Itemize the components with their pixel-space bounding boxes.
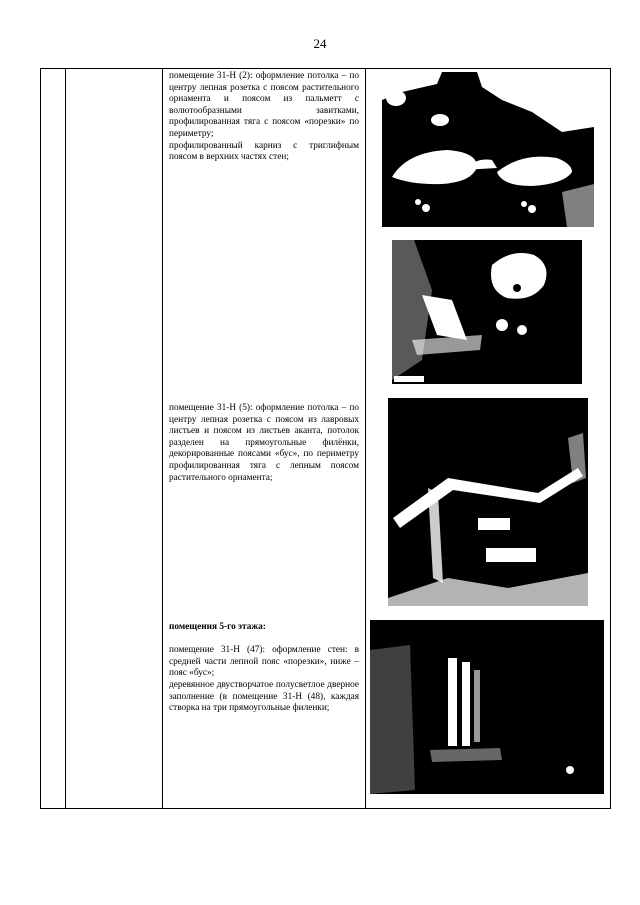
table-top-border — [40, 68, 611, 69]
description-block-floor-5 — [169, 622, 359, 715]
table-column-divider — [365, 68, 366, 809]
page-number: 24 — [313, 36, 327, 51]
table-bottom-border — [40, 808, 611, 809]
table-column-divider — [65, 68, 66, 809]
paragraph: деревянное двустворчатое полусветлое дверное заполнение (в помещение 31-Н (48), каждая створка на три прямоугольные филенки; — [169, 679, 359, 714]
ceiling-photo-room-2 — [382, 72, 594, 227]
table-column-divider — [162, 68, 163, 809]
paragraph: помещение 31-Н (5): оформление потолка – по центру лепная розетка с поясом из лавровых листьев и поясом из листьев аканта, потолок разделен на прямоугольные филёнки, декорированные поясами «бус», по периметру профилированная тяга с лепным поясом растительного орнамента; — [169, 403, 359, 483]
paragraph: помещение 31-Н (2): оформление потолка – по центру лепная розетка с поясом растительного орнамента и поясом из пальметт с волютообразными завитками, профилированная тяга с поясом «порезки» по периметру; — [169, 71, 359, 139]
paragraph: профилированный карниз с триглифным поясом в верхних частях стен; — [169, 140, 359, 163]
section-heading: помещения 5-го этажа: — [169, 622, 266, 632]
ceiling-photo-room-2-detail — [392, 240, 582, 384]
table-border-right — [610, 68, 611, 809]
ceiling-photo-room-5 — [388, 398, 588, 606]
description-block-room-5 — [169, 403, 359, 484]
description-block-room-2 — [169, 71, 359, 164]
wall-photo-room-47 — [370, 620, 604, 794]
table-border-left — [40, 68, 41, 809]
paragraph: помещение 31-Н (47): оформление стен: в средней части лепной пояс «порезки», ниже – пояс «бус»; — [169, 645, 359, 679]
